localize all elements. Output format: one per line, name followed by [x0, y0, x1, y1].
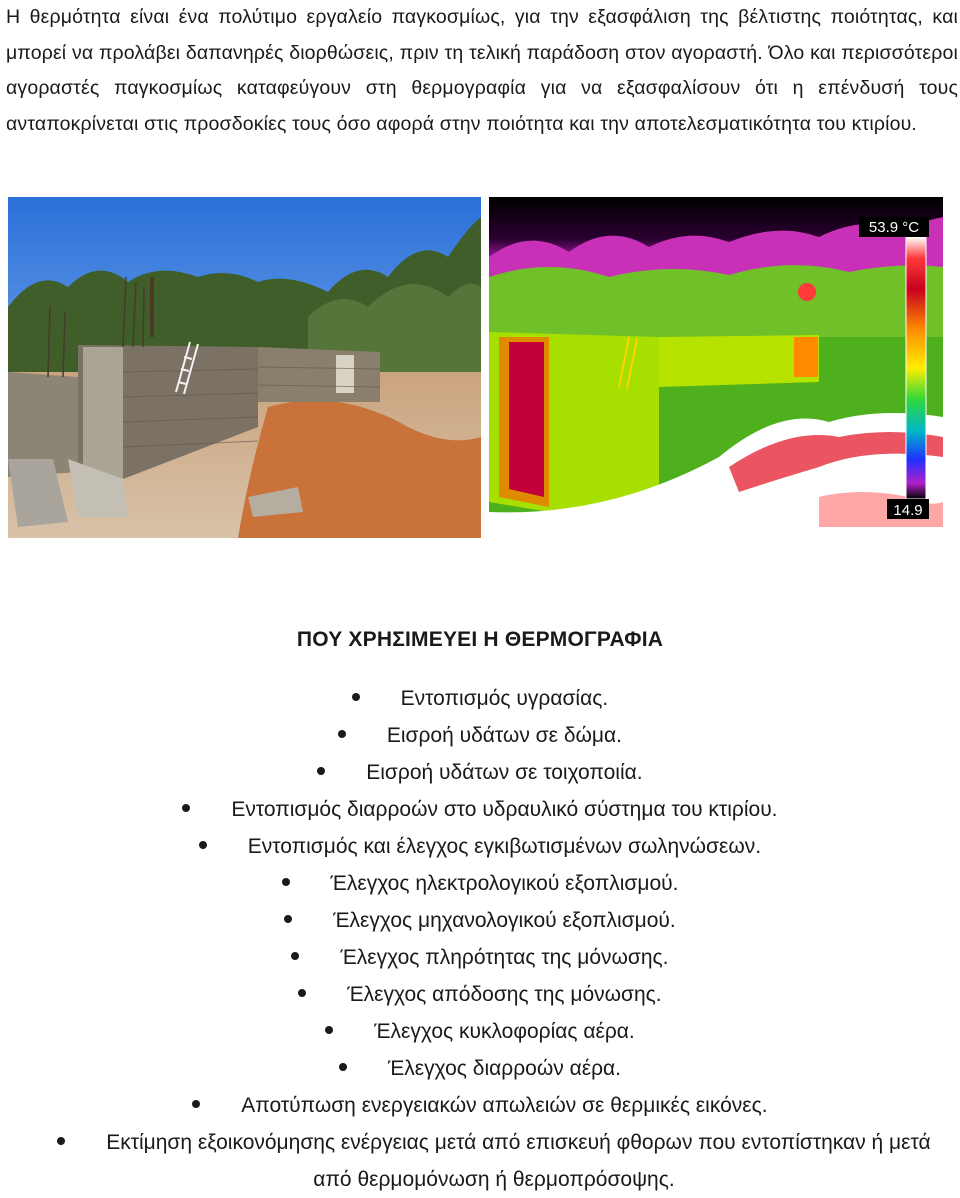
list-item-text: Εκτίμηση εξοικονόμησης ενέργειας μετά από επισκευή φθορων που εντοπίστηκαν ή μετά από θερμομόνωση ή θερμοπρόσοψης. — [106, 1131, 931, 1191]
list-item — [54, 1124, 934, 1198]
bullet-icon — [284, 915, 292, 923]
thermal-image — [489, 197, 943, 538]
list-item-text: Εντοπισμός και έλεγχος εγκιβωτισμένων σωληνώσεων. — [247, 835, 762, 858]
list-item — [0, 1050, 960, 1087]
list-item-text: Έλεγχος μηχανολογικού εξοπλισμού. — [333, 909, 676, 932]
list-item — [0, 791, 960, 828]
bullet-icon — [298, 989, 306, 997]
list-item — [0, 828, 960, 865]
list-item — [0, 976, 960, 1013]
bullet-icon — [199, 841, 207, 849]
bullet-icon — [182, 804, 190, 812]
list-item-text: Έλεγχος διαρροών αέρα. — [387, 1057, 621, 1080]
list-item-text: Έλεγχος πληρότητας της μόνωσης. — [340, 946, 669, 969]
list-item-text: Έλεγχος κυκλοφορίας αέρα. — [374, 1020, 635, 1043]
list-item — [0, 939, 960, 976]
list-item-text: Εισροή υδάτων σε τοιχοποιία. — [366, 761, 643, 784]
intro-paragraph: Η θερμότητα είναι ένα πολύτιμο εργαλείο παγκοσμίως, για την εξασφάλιση της βέλτιστης ποιότητας, και μπορεί να προλάβει δαπανηρές διορθώσεις, πριν τη τελική παράδοση στον αγοραστή. Όλο και περισσότεροι αγοραστές παγκοσμίως καταφεύγουν στη θερμογραφία για να εξασφαλίσουν ότι η επένδυσή τους ανταποκρίνεται στις προσδοκίες τους όσο αφορά στην ποιότητα και την αποτελεσματικότητα του κτιρίου. — [6, 6, 958, 135]
list-item — [0, 1087, 960, 1124]
list-item — [0, 717, 960, 754]
thermal-max-label: 53.9 °C — [868, 219, 920, 236]
list-item — [0, 1013, 960, 1050]
list-item — [0, 680, 960, 717]
bullet-icon — [338, 730, 346, 738]
construction-site-photo — [8, 197, 481, 538]
uses-list — [0, 680, 960, 1198]
list-item — [0, 902, 960, 939]
list-item-text: Εντοπισμός διαρροών στο υδραυλικό σύστημα του κτιρίου. — [231, 798, 778, 821]
thermal-min-label: 14.9 — [893, 502, 923, 519]
bullet-icon — [282, 878, 290, 886]
bullet-icon — [339, 1063, 347, 1071]
list-item-text: Εισροή υδάτων σε δώμα. — [386, 724, 622, 747]
bullet-icon — [317, 767, 325, 775]
list-item — [0, 865, 960, 902]
list-item-text: Έλεγχος απόδοσης της μόνωσης. — [347, 983, 662, 1006]
list-item — [0, 754, 960, 791]
bullet-icon — [291, 952, 299, 960]
bullet-icon — [352, 693, 360, 701]
list-item-text: Αποτύπωση ενεργειακών απωλειών σε θερμικές εικόνες. — [241, 1094, 768, 1117]
bullet-icon — [57, 1137, 65, 1145]
section-title: ΠΟΥ ΧΡΗΣΙΜΕΥΕΙ Η ΘΕΡΜΟΓΡΑΦΙΑ — [296, 628, 664, 651]
list-item-text: Έλεγχος ηλεκτρολογικού εξοπλισμού. — [330, 872, 679, 895]
list-item-text: Εντοπισμός υγρασίας. — [400, 687, 609, 710]
bullet-icon — [325, 1026, 333, 1034]
bullet-icon — [192, 1100, 200, 1108]
